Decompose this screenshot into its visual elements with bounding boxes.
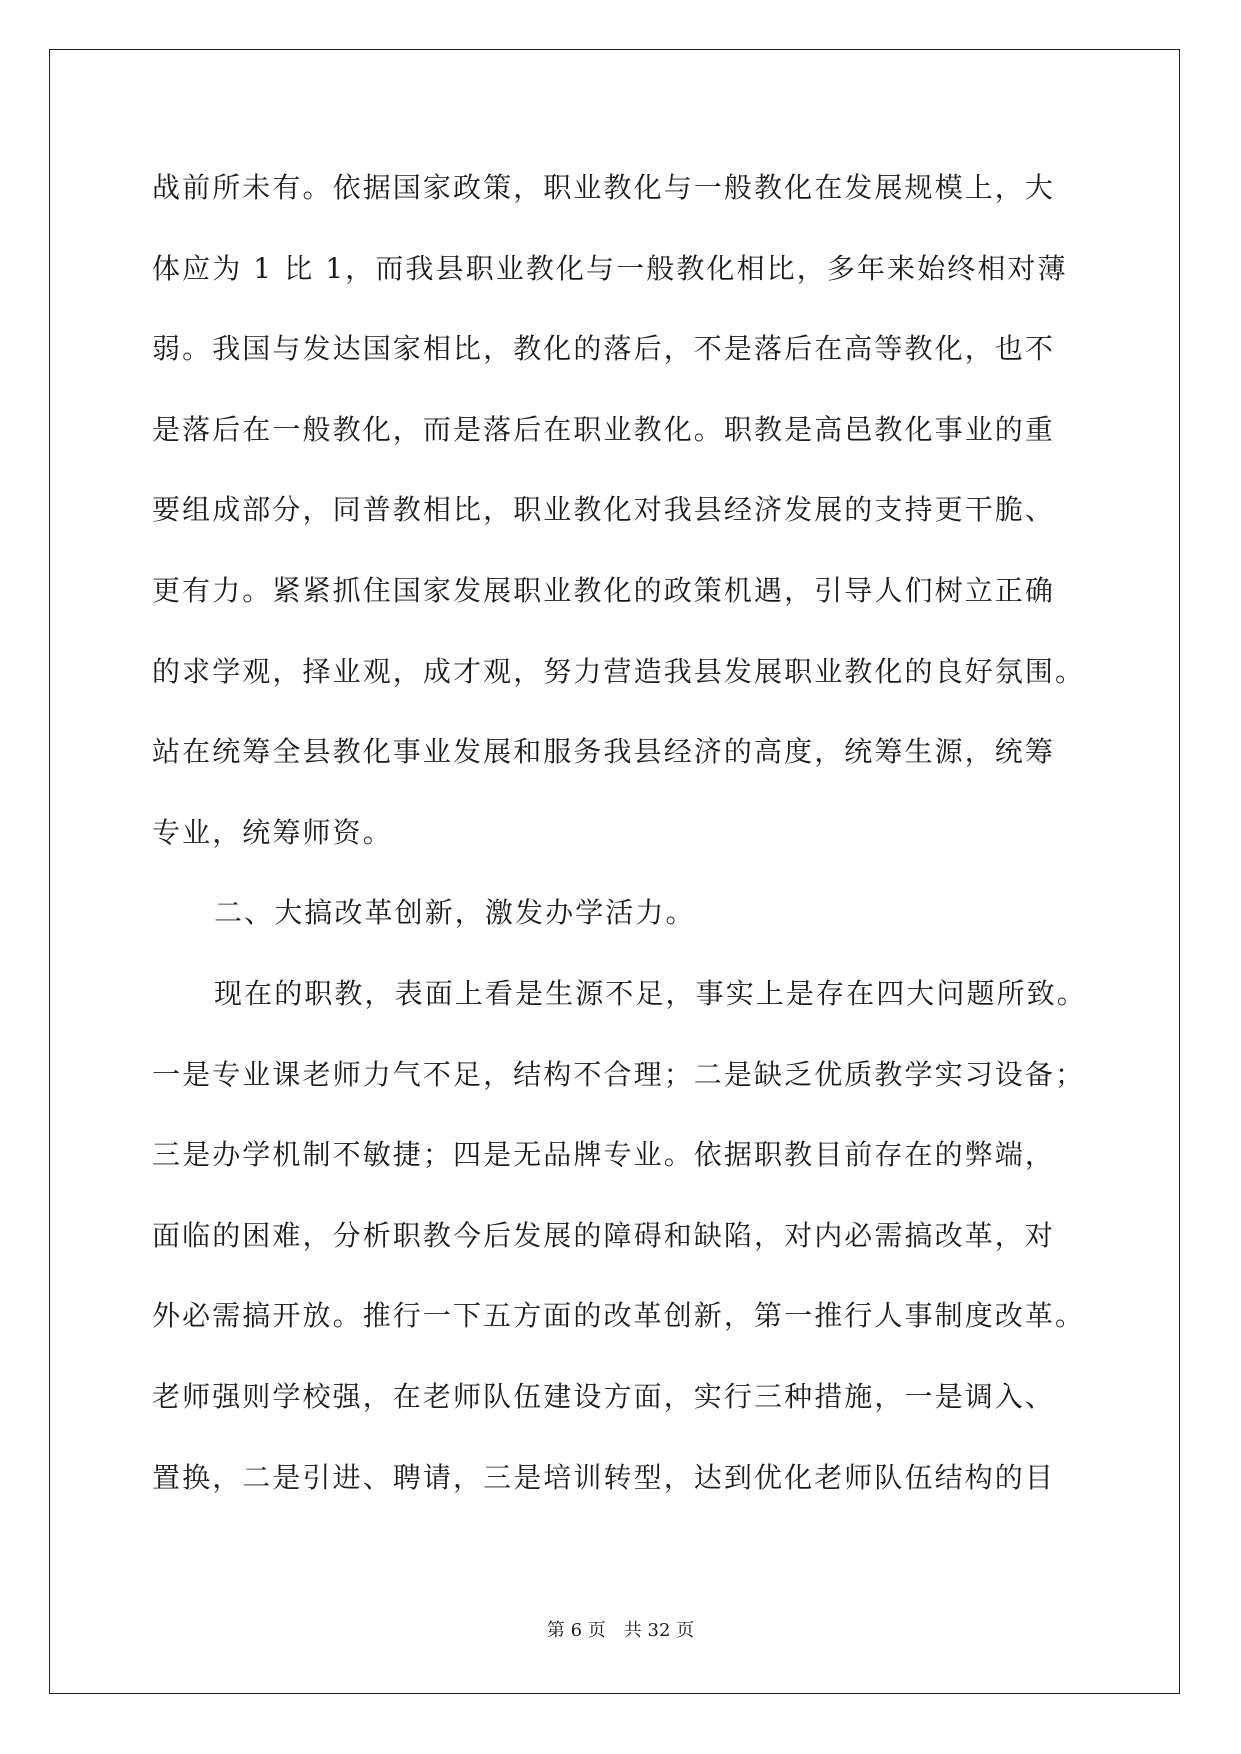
text-line: 老师强则学校强，在老师队伍建设方面，实行三种措施，一是调入、 [152,1379,1056,1413]
text-line: 更有力。紧紧抓住国家发展职业教化的政策机遇，引导人们树立正确 [152,573,1056,607]
total-pages: 共 32 页 [623,1620,695,1641]
text-line: 现在的职教，表面上看是生源不足，事实上是存在四大问题所致。 [214,976,1087,1010]
text-line: 要组成部分，同普教相比，职业教化对我县经济发展的支持更干脆、 [152,493,1056,527]
text-line: 体应为 1 比 1，而我县职业教化与一般教化相比，多年来始终相对薄 [152,251,1068,285]
text-line: 三是办学机制不敏捷；四是无品牌专业。依据职教目前存在的弊端， [152,1138,1056,1172]
text-line: 的求学观，择业观，成才观，努力营造我县发展职业教化的良好氛围。 [152,654,1086,688]
text-line: 专业，统筹师资。 [152,815,393,849]
document-body [152,162,1092,1532]
page-footer [0,1619,1241,1643]
section-heading: 二、大搞改革创新，激发办学活力。 [214,896,696,930]
text-line: 置换，二是引进、聘请，三是培训转型，达到优化老师队伍结构的目 [152,1460,1056,1494]
text-line: 一是专业课老师力气不足，结构不合理；二是缺乏优质教学实习设备； [152,1057,1086,1091]
text-line: 面临的困难，分析职教今后发展的障碍和缺陷，对内必需搞改革，对 [152,1218,1056,1252]
text-line: 外必需搞开放。推行一下五方面的改革创新，第一推行人事制度改革。 [152,1299,1086,1333]
text-line: 是落后在一般教化，而是落后在职业教化。职教是高邑教化事业的重 [152,412,1056,446]
page-number: 第 6 页 [546,1620,606,1641]
text-line: 站在统筹全县教化事业发展和服务我县经济的高度，统筹生源，统筹 [152,735,1056,769]
text-line: 弱。我国与发达国家相比，教化的落后，不是落后在高等教化，也不 [152,332,1056,366]
text-line: 战前所未有。依据国家政策，职业教化与一般教化在发展规模上，大 [152,171,1056,204]
